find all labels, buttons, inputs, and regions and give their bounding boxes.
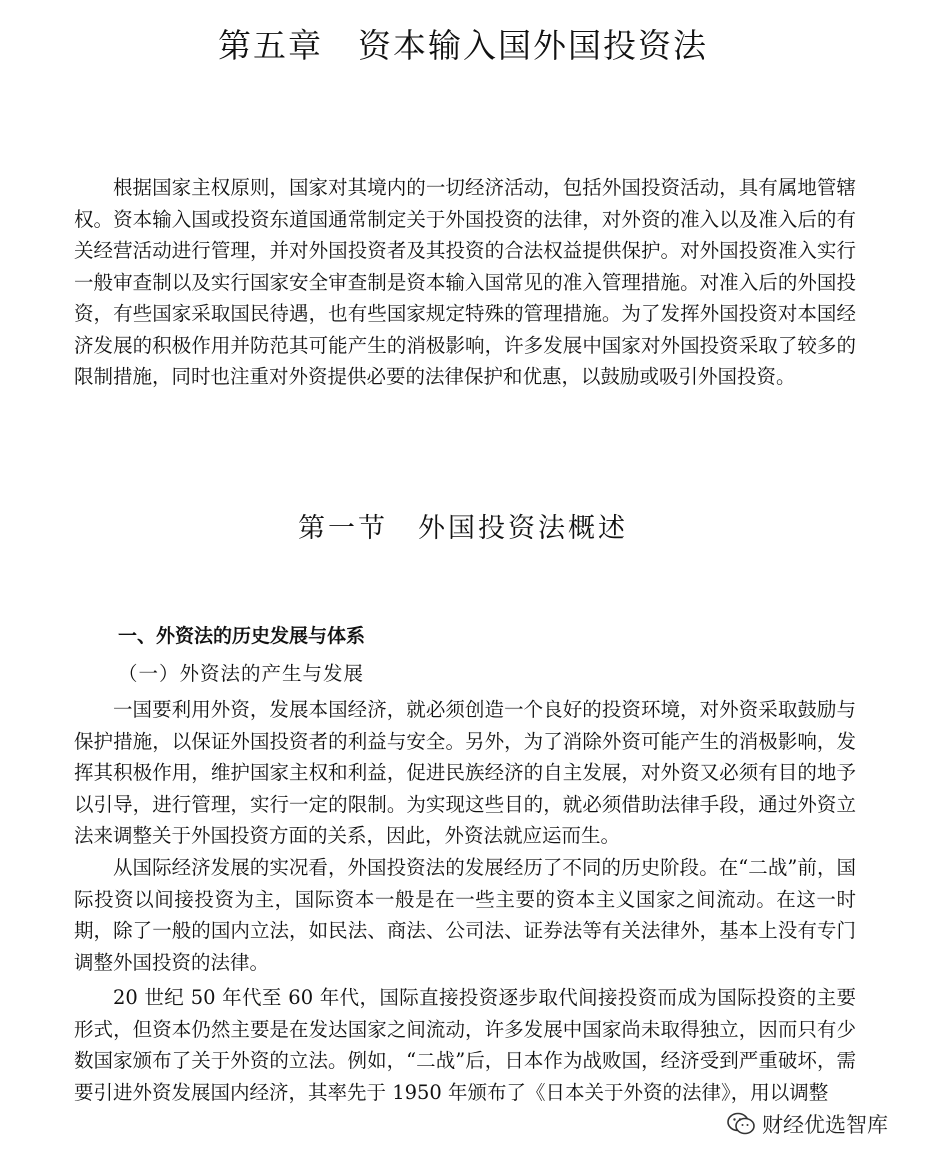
watermark-text: 财经优选智库 [762,1113,888,1137]
watermark [718,1105,896,1143]
body-paragraph-1: 一国要利用外资，发展本国经济，就必须创造一个良好的投资环境，对外资采取鼓励与保护措施，以保证外国投资者的利益与安全。另外，为了消除外资可能产生的消极影响，发挥其积极作用，维护国家主权和利益，促进民族经济的自主发展，对外资又必须有目的地予以引导，进行管理，实行一定的限制。为实现这些目的，就必须借助法律手段，通过外资立法来调整关于外国投资方面的关系，因此，外资法就应运而生。 [74,698,856,847]
body-paragraph-3: 20 世纪 50 年代至 60 年代，国际直接投资逐步取代间接投资而成为国际投资的主要形式，但资本仍然主要是在发达国家之间流动，许多发展中国家尚未取得独立，因而只有少数国家颁布了关于外资的立法。例如，“二战”后，日本作为战败国，经济受到严重破坏，需要引进外资发展国内经济，其率先于 1950 年颁布了《日本关于外资的法律》，用以调整 [74,986,856,1104]
heading-level-1: 一、外资法的历史发展与体系 [118,625,366,647]
intro-paragraph: 根据国家主权原则，国家对其境内的一切经济活动，包括外国投资活动，具有属地管辖权。资本输入国或投资东道国通常制定关于外国投资的法律，对外资的准入以及准入后的有关经营活动进行管理，并对外国投资者及其投资的合法权益提供保护。对外国投资准入实行一般审查制以及实行国家安全审查制是资本输入国常见的准入管理措施。对准入后的外国投资，有些国家采取国民待遇，也有些国家规定特殊的管理措施。为了发挥外国投资对本国经济发展的积极作用并防范其可能产生的消极影响，许多发展中国家对外国投资采取了较多的限制措施，同时也注重对外资提供必要的法律保护和优惠，以鼓励或吸引外国投资。 [74,176,856,388]
wechat-icon [726,1111,756,1137]
heading-level-2: （一）外资法的产生与发展 [118,662,365,685]
chapter-title: 第五章 资本输入国外国投资法 [218,26,708,65]
section-title: 第一节 外国投资法概述 [298,513,628,544]
body-paragraph-2: 从国际经济发展的实况看，外国投资法的发展经历了不同的历史阶段。在“二战”前，国际投资以间接投资为主，国际资本一般是在一些主要的资本主义国家之间流动。在这一时期，除了一般的国内立法，如民法、商法、公司法、证券法等有关法律外，基本上没有专门调整外国投资的法律。 [74,856,856,974]
